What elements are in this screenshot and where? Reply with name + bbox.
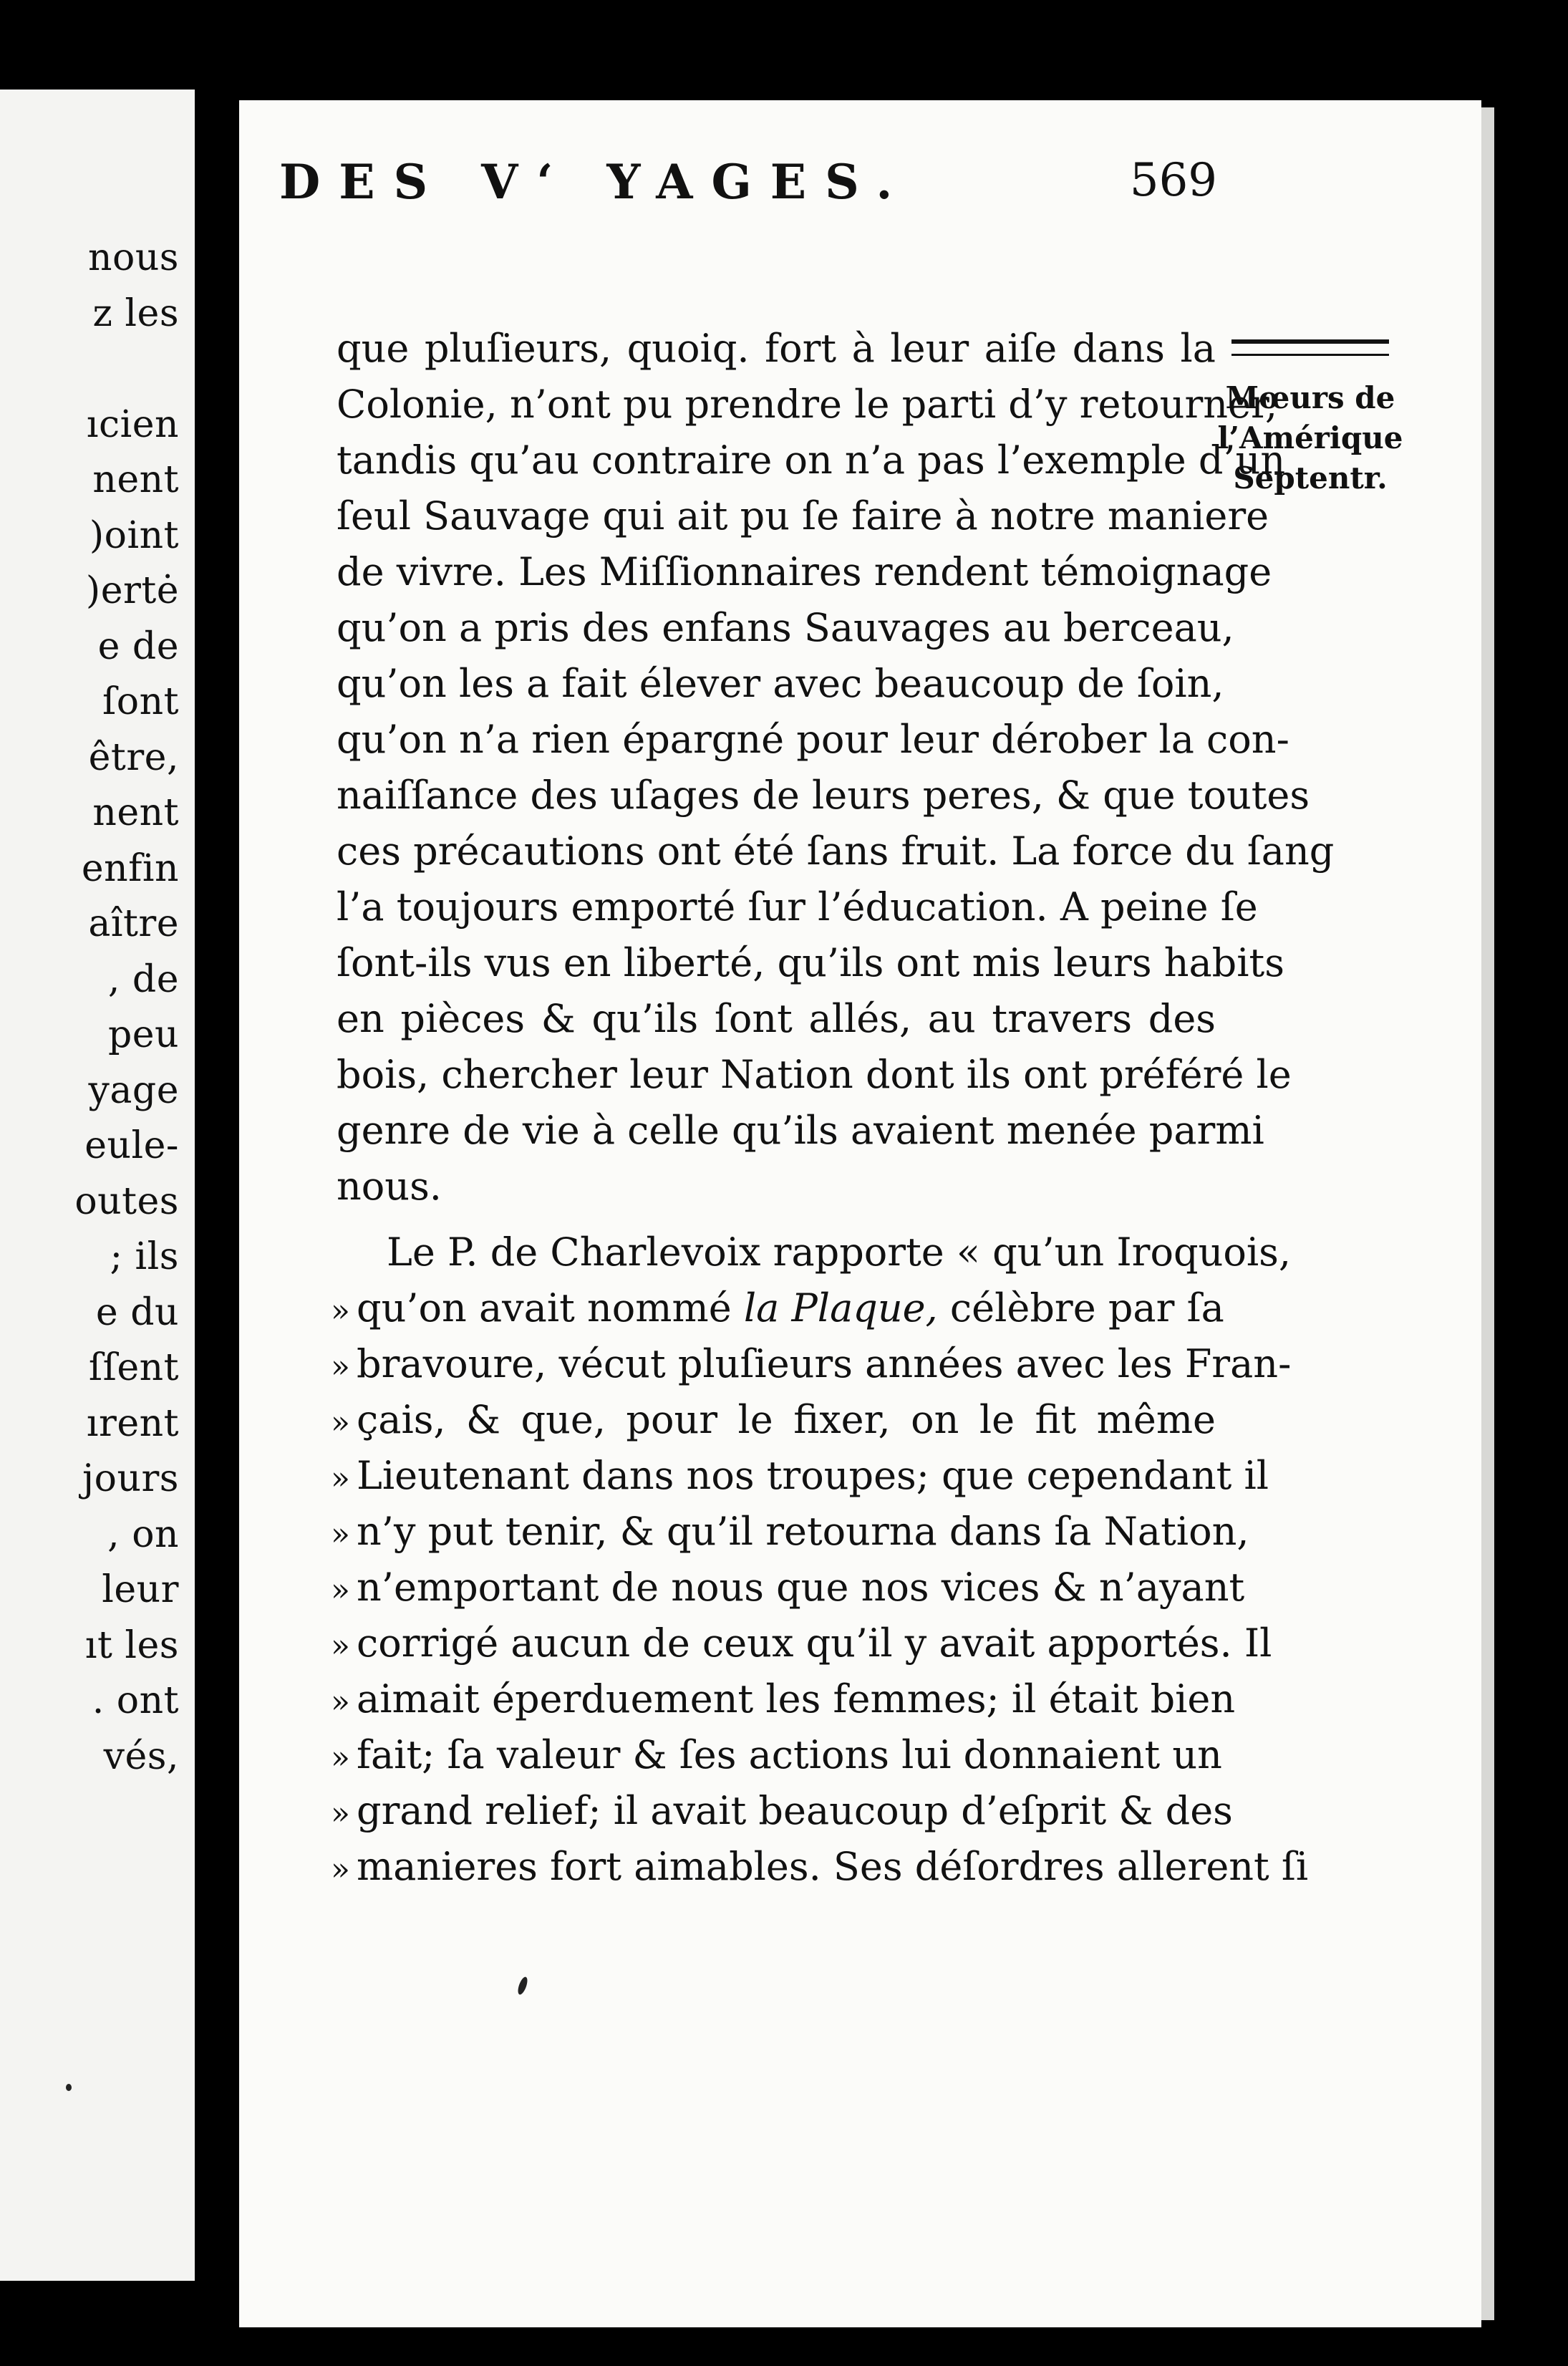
text-fragment: aimait éperduement les femmes; il était bien [357,1676,1236,1722]
left-page-line: ſſent [88,1346,179,1389]
running-title: DES V‘ YAGES. [279,154,911,210]
left-page-line: aître [88,902,179,945]
left-page-line: ırent [86,1401,179,1445]
left-page-line: )oint [89,513,179,557]
text-line: Le P. de Charlevoix rapporte « qu’un Iroquois, [387,1230,1292,1275]
text-fragment: manieres fort aimables. Ses déſordres allerent ſi [357,1844,1309,1889]
left-page-line: nent [92,458,179,501]
text-line [331,1280,1224,1336]
left-page-line: leur [102,1568,179,1611]
text-fragment: n’y put tenir, & qu’il retourna dans ſa Nation, [357,1509,1249,1554]
left-page-line: ; ils [110,1235,179,1278]
quote-mark: » [331,1795,350,1832]
text-fragment: çais, & que, pour le fixer, on le fit même [357,1397,1216,1442]
text-line: qu’on n’a rien épargné pour leur dérober la con- [337,717,1289,762]
left-page-line: z les [92,291,179,335]
text-line [331,1727,1222,1783]
page-number: 569 [1129,154,1217,207]
text-fragment: bravoure, vécut pluſieurs années avec les Fran- [357,1341,1292,1386]
text-line [331,1336,1292,1392]
text-line: qu’on les a fait élever avec beaucoup de ſoin, [337,661,1224,706]
left-page-line: e de [97,624,179,668]
left-page-line: eule- [84,1124,179,1167]
text-fragment: Lieutenant dans nos troupes; que cependant il [357,1453,1269,1498]
quote-mark: » [331,1293,350,1329]
left-page-line: être, [88,735,179,779]
left-facing-page [0,90,195,2281]
quote-mark: » [331,1684,350,1720]
left-page-line: vés, [103,1734,179,1778]
text-line [331,1504,1249,1560]
left-page-line: ſont [102,680,179,723]
text-fragment: grand relief; il avait beaucoup d’eſprit & des [357,1788,1233,1833]
left-page-line: peu [107,1013,179,1056]
text-line [331,1671,1236,1727]
text-fragment: corrigé aucun de ceux qu’il y avait apportés. Il [357,1621,1272,1666]
quote-mark: » [331,1572,350,1608]
text-line: ces précautions ont été ſans fruit. La force du ſang [337,829,1335,874]
text-line: qu’on a pris des enfans Sauvages au berceau, [337,605,1234,650]
page-edge [1481,107,1494,2320]
text-line: que pluſieurs, quoiq. fort à leur aiſe dans la [337,326,1216,371]
text-line: ſeul Sauvage qui ait pu ſe faire à notre maniere [337,493,1269,539]
quote-mark: » [331,1516,350,1553]
left-page-line: ıt les [84,1623,179,1667]
text-line: tandis qu’au contraire on n’a pas l’exemple d’un [337,438,1286,483]
text-fragment: n’emportant de nous que nos vices & n’ayant [357,1565,1245,1610]
text-line: de vivre. Les Miſſionnaires rendent témoignage [337,549,1272,594]
left-page-line: nent [92,791,179,834]
margin-note-line: l’Amérique [1217,420,1403,455]
text-line [331,1616,1272,1671]
text-line: en pièces & qu’ils ſont allés, au travers des [337,996,1216,1041]
italic-name: la Plaque, [743,1285,938,1331]
paragraph-2-lines [331,1336,1309,1895]
text-fragment: qu’on avait nommé [357,1285,732,1331]
quote-mark: » [331,1739,350,1776]
text-line: genre de vie à celle qu’ils avaient menée parmi [337,1108,1264,1153]
text-line: bois, chercher leur Nation dont ils ont préféré le [337,1052,1292,1097]
quote-mark: » [331,1851,350,1888]
left-page-line: jours [82,1457,179,1500]
left-page-line: outes [74,1179,179,1223]
text-line: ſont-ils vus en liberté, qu’ils ont mis leurs habits [337,940,1284,985]
left-page-line: yage [88,1068,179,1112]
text-line [331,1839,1309,1895]
running-header [279,154,1217,211]
left-page-line: enfin [81,846,179,890]
margin-note-line: Mœurs de [1225,380,1395,415]
text-line: l’a toujours emporté ſur l’éducation. A peine ſe [337,884,1258,930]
text-line [331,1392,1216,1448]
left-page-line: , de [107,957,179,1001]
quote-mark: » [331,1348,350,1385]
quote-mark: » [331,1628,350,1664]
text-fragment: fait; ſa valeur & ſes actions lui donnaient un [357,1732,1222,1777]
text-line [331,1783,1233,1839]
text-fragment: célèbre par ſa [949,1285,1224,1331]
text-line [331,1560,1245,1616]
text-line: naiſſance des uſages de leurs peres, & que toutes [337,773,1310,818]
margin-note-line: Septentr. [1233,460,1388,496]
left-page-line: ıcien [86,402,179,446]
left-page-line: . ont [92,1679,179,1722]
paragraph-2 [331,1225,1309,1895]
margin-rule [1231,339,1389,356]
left-page-line: , on [107,1512,179,1556]
book-gutter [195,0,239,2366]
quote-mark: » [331,1460,350,1497]
left-page-line: e du [95,1290,179,1334]
text-line: nous. [337,1164,442,1209]
quote-mark: » [331,1404,350,1441]
ink-speck [66,2084,72,2091]
text-line [331,1448,1269,1504]
text-line: Colonie, n’ont pu prendre le parti d’y retourner, [337,382,1278,427]
left-page-line: nous [88,236,179,279]
left-page-line: )ertė [85,569,179,612]
